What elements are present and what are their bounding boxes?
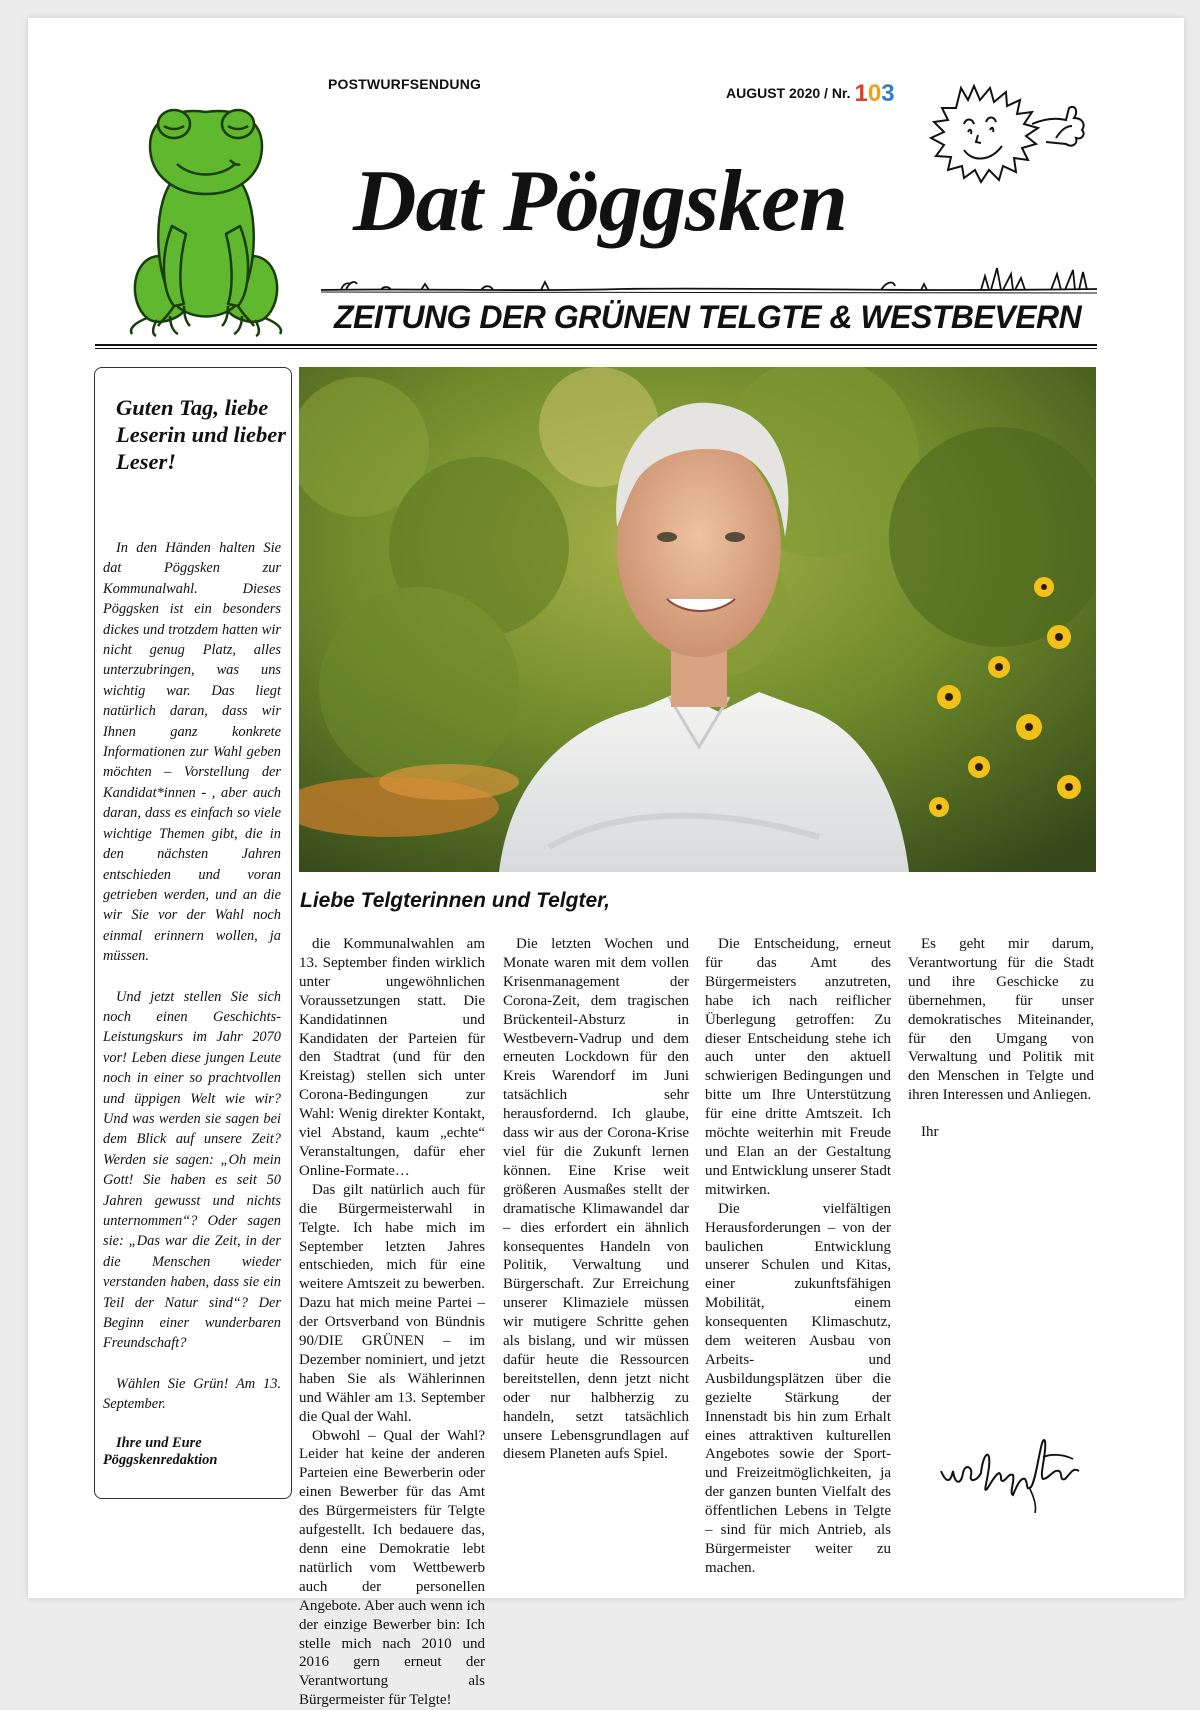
article-headline: Liebe Telgterinnen und Telgter, bbox=[300, 889, 610, 912]
article-paragraph: Die letzten Wochen und Monate waren mit dem vollen Krisenmanagement der Corona-Zeit, dem tragischen Brückenteil-Absturz in Westbevern-Vadrup und dem erneuten Lockdown für den Kreis Warendorf im Juni tatsächlich sehr herausfordernd. Ich glaube, dass wir aus der Corona-Krise viel für die Zukunft lernen können. Eine Krise weit größeren Ausmaßes stellt der dramatische Klimawandel dar – dies erfordert ein ähnlich konsequentes Handeln von Politik, Verwaltung und Bürgerschaft. Zur Erreichung unserer Klimaziele müssen wir mutigere Schritte gehen als bislang, und wir müssen dafür heute die Ressourcen bereitstellen, denn jetzt nicht oder nur halbherzig zu handeln, setzt tatsächlich unsere Lebensgrundlagen auf diesem Planeten aufs Spiel. bbox=[503, 936, 689, 1463]
article-column-2 bbox=[503, 935, 689, 1464]
article-paragraph: Das gilt natürlich auch für die Bürgermeisterwahl in Telgte. Ich habe mich im September letzten Jahres entschieden, mich für eine weitere Amtszeit zu bewerben. Dazu hat mich meine Partei – der Ortsverband von Bündnis 90/DIE GRÜNEN – im Dezember nominiert, und jetzt haben Sie als Wählerinnen und Wähler am 13. September die Qual der Wahl. bbox=[299, 1181, 485, 1425]
sidebar-title: Guten Tag, liebe Leserin und lieber Leser! bbox=[116, 395, 287, 474]
grass-line-icon bbox=[321, 262, 1097, 298]
sidebar-text bbox=[103, 538, 281, 1469]
mayor-photo bbox=[299, 367, 1096, 872]
article-paragraph: Die Entscheidung, erneut für das Amt des Bürgermeisters anzutreten, habe ich nach reiflicher Überlegung getroffen: Zu dieser Entscheidung stehe ich auch unter den aktuell schwierigen Bedingungen und bitte um Ihre Unterstützung für eine dritte Amtszeit. Ich möchte weiterhin mit Freude und Elan an der Gestaltung und Entwicklung unserer Stadt mitwirken. bbox=[705, 936, 891, 1198]
sidebar-signature: Ihre und Eure Pöggskenredaktion bbox=[103, 1434, 218, 1468]
sun-icon bbox=[906, 80, 1096, 190]
article-paragraph: Die vielfältigen Herausforderungen – von der baulichen Entwicklung unserer Schulen und Kitas, einer zukunftsfähigen Mobilität, einem konsequenten Klimaschutz, dem weiteren Ausbau von Arbeits- und Ausbildungsplätzen über die gezielte Stärkung der Innenstadt bis hin zum Erhalt eines attraktiven kulturellen Angebotes sowie der Sport- und Freizeitmöglichkeiten, ja der ganzen bunten Vielfalt des öffentlichen Lebens in Telgte – sind für mich Antrieb, als Bürgermeister weiter zu machen. bbox=[705, 1200, 891, 1576]
article-paragraph: die Kommunalwahlen am 13. September finden wirklich unter ungewöhnlichen Voraussetzungen statt. Die Kandidatinnen und Kandidaten der Parteien für den Stadtrat (und für den Kreistag) stellen sich unter Corona-Bedingungen zur Wahl: Wenig direkter Kontakt, viel Abstand, kaum „echte“ Veranstaltungen, dafür eher Online-Formate… bbox=[299, 936, 485, 1179]
article-paragraph: Obwohl – Qual der Wahl? Leider hat keine der anderen Parteien eine Bewerberin oder einen Bewerber für das Amt des Bürgermeisters für Telgte aufgestellt. Ich bedauere das, denn eine Demokratie lebt natürlich vom Wettbewerb auch der personellen Angebote. Aber auch wenn ich der einzige Bewerber bin: Ich stelle mich nach 2010 und 2016 gern erneut der Verantwortung als Bürgermeister für Telgte! bbox=[299, 1427, 485, 1709]
sidebar-paragraph: Und jetzt stellen Sie sich noch einen Geschichts-Leistungskurs im Jahr 2070 vor! Leben diese jungen Leute noch in einer so prachtvollen und üppigen Welt wie wir? Und was werden sie sagen bei dem Blick auf unsere Zeit? Werden sie sagen: „Oh mein Gott! Sie haben es seit 50 Jahren gewusst und nichts unternommen“? Oder sagen sie: „Das war die Zeit, in der die Menschen wieder verstanden haben, dass sie ein Teil der Natur sind“? Der Beginn einer wunderbaren Freundschaft? bbox=[103, 988, 281, 1352]
masthead-subtitle: ZEITUNG DER GRÜNEN TELGTE & WESTBEVERN bbox=[334, 299, 1082, 335]
signature-icon bbox=[933, 1423, 1093, 1518]
sidebar-paragraph: In den Händen halten Sie dat Pöggsken zur Kommunalwahl. Dieses Pöggsken ist ein besonders dickes und trotzdem hatten wir nicht genug Platz, alles unterzubringen, was uns wichtig war. Das liegt natürlich daran, dass wir Ihnen ganz konkrete Informationen zur Wahl geben möchten – Vorstellung der Kandidat*innen - , aber auch daran, dass es einfach so viele wichtige Themen gibt, die in den nächsten Jahren entschieden und voran getrieben werden, und an die wir Sie vor der Wahl noch einmal erinnern wollen, ja müssen. bbox=[103, 540, 281, 965]
newspaper-page bbox=[28, 18, 1184, 1709]
sidebar-paragraph: Wählen Sie Grün! Am 13. September. bbox=[103, 1375, 281, 1413]
issue-number: 103 bbox=[854, 80, 895, 107]
article-column-1 bbox=[299, 935, 485, 1710]
delivery-label: POSTWURFSENDUNG bbox=[328, 76, 482, 92]
article-closing: Ihr bbox=[921, 1124, 939, 1141]
masthead-title: Dat Pöggsken bbox=[353, 153, 847, 250]
article-column-3 bbox=[705, 935, 891, 1578]
issue-info bbox=[726, 80, 895, 108]
article-paragraph: Es geht mir darum, Verantwortung für die Stadt und ihre Geschicke zu übernehmen, für unser demokratisches Miteinander, für den Umgang von Verwaltung und Politik mit den Menschen in Telgte und ihren Interessen und Anliegen. bbox=[908, 936, 1094, 1104]
article-column-4 bbox=[908, 935, 1094, 1142]
header-rule-thin bbox=[95, 348, 1097, 349]
header-rule bbox=[95, 344, 1097, 346]
issue-date: AUGUST 2020 / Nr. bbox=[726, 85, 851, 101]
frog-logo-icon bbox=[122, 106, 292, 338]
